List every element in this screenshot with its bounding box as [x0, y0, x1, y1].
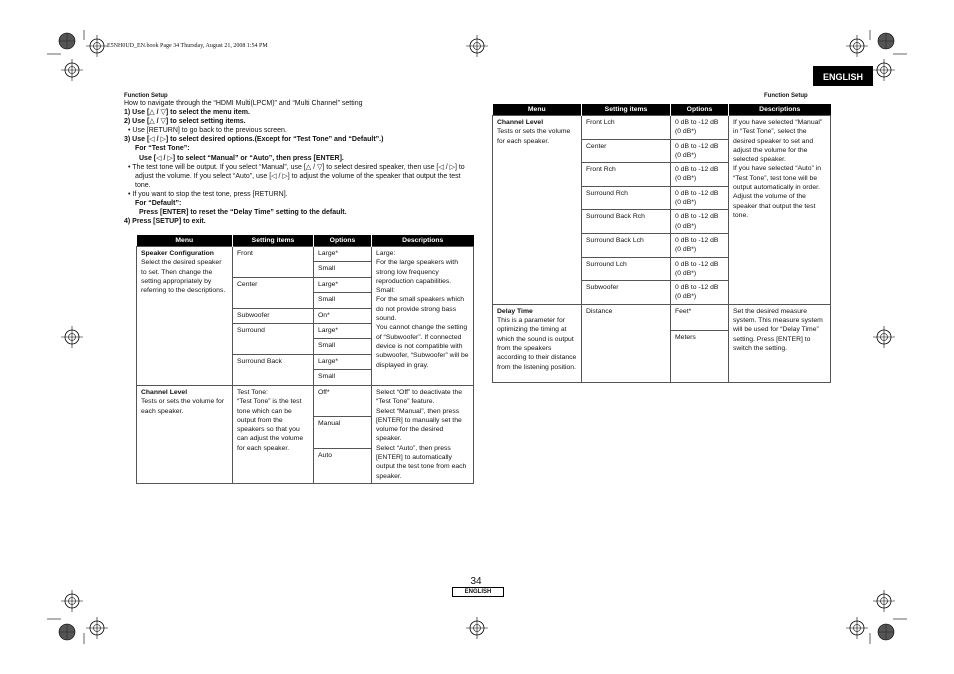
header-setting-items: Setting items — [233, 235, 314, 247]
desc-delay-time: Set the desired measure system. This measure system will be used for “Delay Time” setting. Press [ENTER] to switch the setting. — [729, 304, 831, 382]
page-number: 34 — [470, 576, 482, 587]
step-2: 2) Use [△ / ▽] to select setting items. — [124, 118, 246, 126]
option-cell: Small — [314, 370, 372, 386]
menu-title: Channel Level — [497, 119, 544, 126]
item-surround: Surround — [233, 324, 314, 355]
item-surround-back-rch: Surround Back Rch — [582, 210, 671, 234]
item-surround-back-lch: Surround Back Lch — [582, 233, 671, 257]
instructions-intro: How to navigate through the “HDMI Multi(LPCM)” and “Multi Channel” setting — [124, 100, 363, 107]
item-front: Front — [233, 247, 314, 278]
menu-channel-level — [493, 116, 582, 305]
option-cell: On* — [314, 309, 372, 324]
default-action: Press [ENTER] to reset the “Delay Time” setting to the default. — [139, 209, 347, 217]
option-cell: 0 dB to -12 dB (0 dB*) — [671, 116, 729, 140]
option-cell: Large* — [314, 355, 372, 370]
settings-table-left — [136, 235, 474, 484]
menu-title: Channel Level — [141, 389, 188, 396]
menu-speaker-configuration — [137, 247, 233, 386]
for-test-tone: For “Test Tone”: — [135, 145, 190, 153]
header-options: Options — [314, 235, 372, 247]
option-cell: Small — [314, 339, 372, 355]
section-header-left: Function Setup — [124, 93, 168, 99]
desc-test-tone: Select “Off” to deactivate the “Test Tone” feature. Select “Manual”, then press [ENTER] to manually set the volume for the desired speaker. Select “Auto”, then press [ENTER] to automatically output the test tone from each speaker. — [372, 386, 474, 484]
item-surround-rch: Surround Rch — [582, 186, 671, 210]
option-cell: Off* — [314, 386, 372, 417]
menu-desc: Tests or sets the volume for each speaker. — [141, 398, 225, 415]
header-setting-items: Setting items — [582, 104, 671, 116]
section-header-right: Function Setup — [764, 93, 808, 99]
item-surround-lch: Surround Lch — [582, 257, 671, 281]
item-center: Center — [233, 278, 314, 309]
option-cell: Large* — [314, 247, 372, 262]
header-options: Options — [671, 104, 729, 116]
option-cell: 0 dB to -12 dB (0 dB*) — [671, 257, 729, 281]
step-1: 1) Use [△ / ▽] to select the menu item. — [124, 109, 250, 117]
option-cell: Large* — [314, 278, 372, 293]
option-cell: Feet* — [671, 304, 729, 330]
for-default: For “Default”: — [135, 200, 182, 208]
desc-speaker-configuration: Large: For the large speakers with strong low frequency reproduction capabilities. Small: For the small speakers which do not provide strong bass sound. You cannot change the setting of “Subwoofer”. If connected device is not compatible with subwoofer, “Subwoofer” will be displayed in gray. — [372, 247, 474, 386]
step-4: 4) Press [SETUP] to exit. — [124, 218, 206, 226]
item-test-tone: Test Tone: “Test Tone” is the test tone which can be output from the speakers so that you can adjust the volume for each speaker. — [233, 386, 314, 484]
option-cell: Large* — [314, 324, 372, 339]
option-cell: Meters — [671, 330, 729, 382]
print-info-line: E5NH0UD_EN.book Page 34 Thursday, August 21, 2008 1:54 PM — [107, 43, 268, 49]
menu-desc: Tests or sets the volume for each speaker. — [497, 128, 571, 145]
header-menu: Menu — [137, 235, 233, 247]
option-cell: 0 dB to -12 dB (0 dB*) — [671, 163, 729, 187]
bullet-stop: • If you want to stop the test tone, press [RETURN]. — [128, 190, 288, 198]
menu-delay-time — [493, 304, 582, 382]
option-cell: Manual — [314, 417, 372, 449]
header-menu: Menu — [493, 104, 582, 116]
item-surround-back: Surround Back — [233, 355, 314, 386]
option-cell: Auto — [314, 449, 372, 484]
option-cell: 0 dB to -12 dB (0 dB*) — [671, 281, 729, 305]
settings-table-right — [492, 104, 831, 383]
desc-channel-level: If you have selected “Manual” in “Test Tone”, select the desired speaker to set and adjust the volume for the selected speaker. If you have selected “Auto” in “Test Tone”, test tone will be output automatically in order. Adjust the volume of the speaker that output the test tone. — [729, 116, 831, 305]
option-cell: 0 dB to -12 dB (0 dB*) — [671, 233, 729, 257]
header-descriptions: Descriptions — [729, 104, 831, 116]
menu-title: Delay Time — [497, 307, 533, 315]
menu-desc: This is a parameter for optimizing the timing at which the sound is output from the speakers according to their distance from the listening position. — [497, 317, 577, 371]
item-subwoofer: Subwoofer — [233, 309, 314, 324]
instructions — [124, 99, 476, 226]
step-3: 3) Use [◁ / ▷] to select desired options.(Except for “Test Tone” and “Default”.) — [124, 136, 384, 144]
menu-title: Speaker Configuration — [141, 250, 214, 257]
option-cell: 0 dB to -12 dB (0 dB*) — [671, 186, 729, 210]
page-language-label: ENGLISH — [452, 587, 504, 597]
option-cell: Small — [314, 293, 372, 309]
item-front-rch: Front Rch — [582, 163, 671, 187]
item-front-lch: Front Lch — [582, 116, 671, 140]
header-descriptions: Descriptions — [372, 235, 474, 247]
menu-channel-level — [137, 386, 233, 484]
item-subwoofer: Subwoofer — [582, 281, 671, 305]
bullet-return: • Use [RETURN] to go back to the previous screen. — [128, 127, 287, 135]
item-center: Center — [582, 139, 671, 163]
language-tab: ENGLISH — [813, 66, 873, 86]
option-cell: 0 dB to -12 dB (0 dB*) — [671, 210, 729, 234]
option-cell: Small — [314, 262, 372, 278]
bullet-test-tone: • The test tone will be output. If you select “Manual”, use [△ / ▽] to select desired speaker, then use [◁ / ▷] to adjust the volume. If you select “Auto”, use [◁ / ▷] to adjust the volume of the speaker that output the test tone. — [128, 163, 465, 189]
menu-desc: Select the desired speaker to set. Then change the setting appropriately by referring to the descriptions. — [141, 259, 226, 295]
test-tone-action: Use [◁ / ▷] to select “Manual” or “Auto”, then press [ENTER]. — [139, 154, 344, 162]
item-distance: Distance — [582, 304, 671, 382]
option-cell: 0 dB to -12 dB (0 dB*) — [671, 139, 729, 163]
